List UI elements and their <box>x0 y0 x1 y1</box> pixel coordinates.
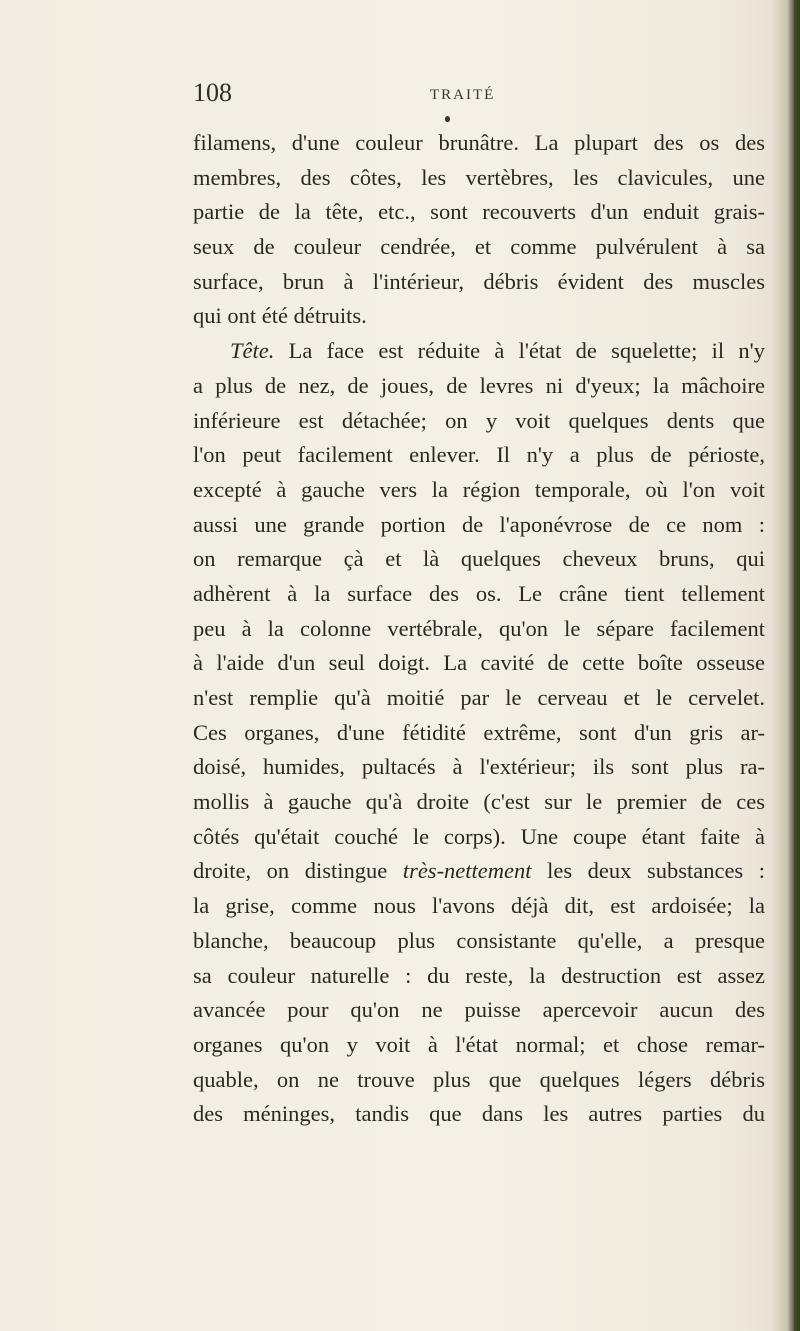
text-line: qui ont été détruits. <box>193 303 367 329</box>
ink-speck <box>445 116 450 122</box>
text-line: Ces organes, d'une fétidité extrême, sont d'un gris ar- <box>193 719 765 745</box>
text-line: surface, brun à l'intérieur, débris évident des muscles <box>193 268 765 294</box>
text-line: seux de couleur cendrée, et comme pulvérulent à sa <box>193 234 765 260</box>
text-line-after: les deux substances : <box>531 858 766 884</box>
text-line: organes qu'on y voit à l'état normal; et chose remar- <box>193 1031 765 1057</box>
binding-edge <box>794 0 800 1331</box>
text-line: filamens, d'une couleur brunâtre. La plupart des os des <box>193 130 765 155</box>
text-line: blanche, beaucoup plus consistante qu'elle, a presque <box>193 927 765 953</box>
text-line-rest: La face est réduite à l'état de squelette; il n'y <box>274 338 765 364</box>
text-line: l'on peut facilement enlever. Il n'y a plus de périoste, <box>193 442 765 468</box>
text-line: inférieure est détachée; on y voit quelques dents que <box>193 407 765 433</box>
text-line: la grise, comme nous l'avons déjà dit, est ardoisée; la <box>193 893 765 919</box>
text-line: avancée pour qu'on ne puisse apercevoir aucun des <box>193 997 765 1023</box>
text-line: des méninges, tandis que dans les autres parties du <box>193 1101 765 1127</box>
page-number: 108 <box>193 78 232 107</box>
text-line: aussi une grande portion de l'aponévrose de ce nom : <box>193 511 765 537</box>
text-line: sa couleur naturelle : du reste, la destruction est assez <box>193 962 765 988</box>
text-line-before: droite, on distingue <box>193 858 403 884</box>
text-line: mollis à gauche qu'à droite (c'est sur le premier de ces <box>193 789 765 815</box>
body-text <box>193 126 765 1132</box>
italic-emphasis: très-nettement <box>402 858 532 884</box>
text-line: quable, on ne trouve plus que quelques légers débris <box>193 1066 765 1092</box>
text-line: a plus de nez, de joues, de levres ni d'yeux; la mâchoire <box>193 372 765 398</box>
text-line: à l'aide d'un seul doigt. La cavité de cette boîte osseuse <box>193 650 765 676</box>
page-header <box>193 78 753 118</box>
text-line: doisé, humides, pultacés à l'extérieur; ils sont plus ra- <box>193 754 765 780</box>
text-line: on remarque çà et là quelques cheveux bruns, qui <box>193 546 765 572</box>
text-line: partie de la tête, etc., sont recouverts d'un enduit grais- <box>193 199 765 225</box>
text-line-with-italic <box>193 854 765 889</box>
text-line: peu à la colonne vertébrale, qu'on le sépare facilement <box>193 615 765 641</box>
text-line: membres, des côtes, les vertèbres, les clavicules, une <box>193 164 765 190</box>
text-line: excepté à gauche vers la région temporale, où l'on voit <box>193 476 765 502</box>
text-line: n'est remplie qu'à moitié par le cerveau et le cervelet. <box>193 685 765 710</box>
text-line-section-head <box>193 334 765 369</box>
running-title: TRAITÉ <box>430 87 496 103</box>
section-label: Tête. <box>230 338 275 364</box>
text-line: adhèrent à la surface des os. Le crâne tient tellement <box>193 580 765 606</box>
text-line: côtés qu'était couché le corps). Une coupe étant faite à <box>193 823 765 849</box>
